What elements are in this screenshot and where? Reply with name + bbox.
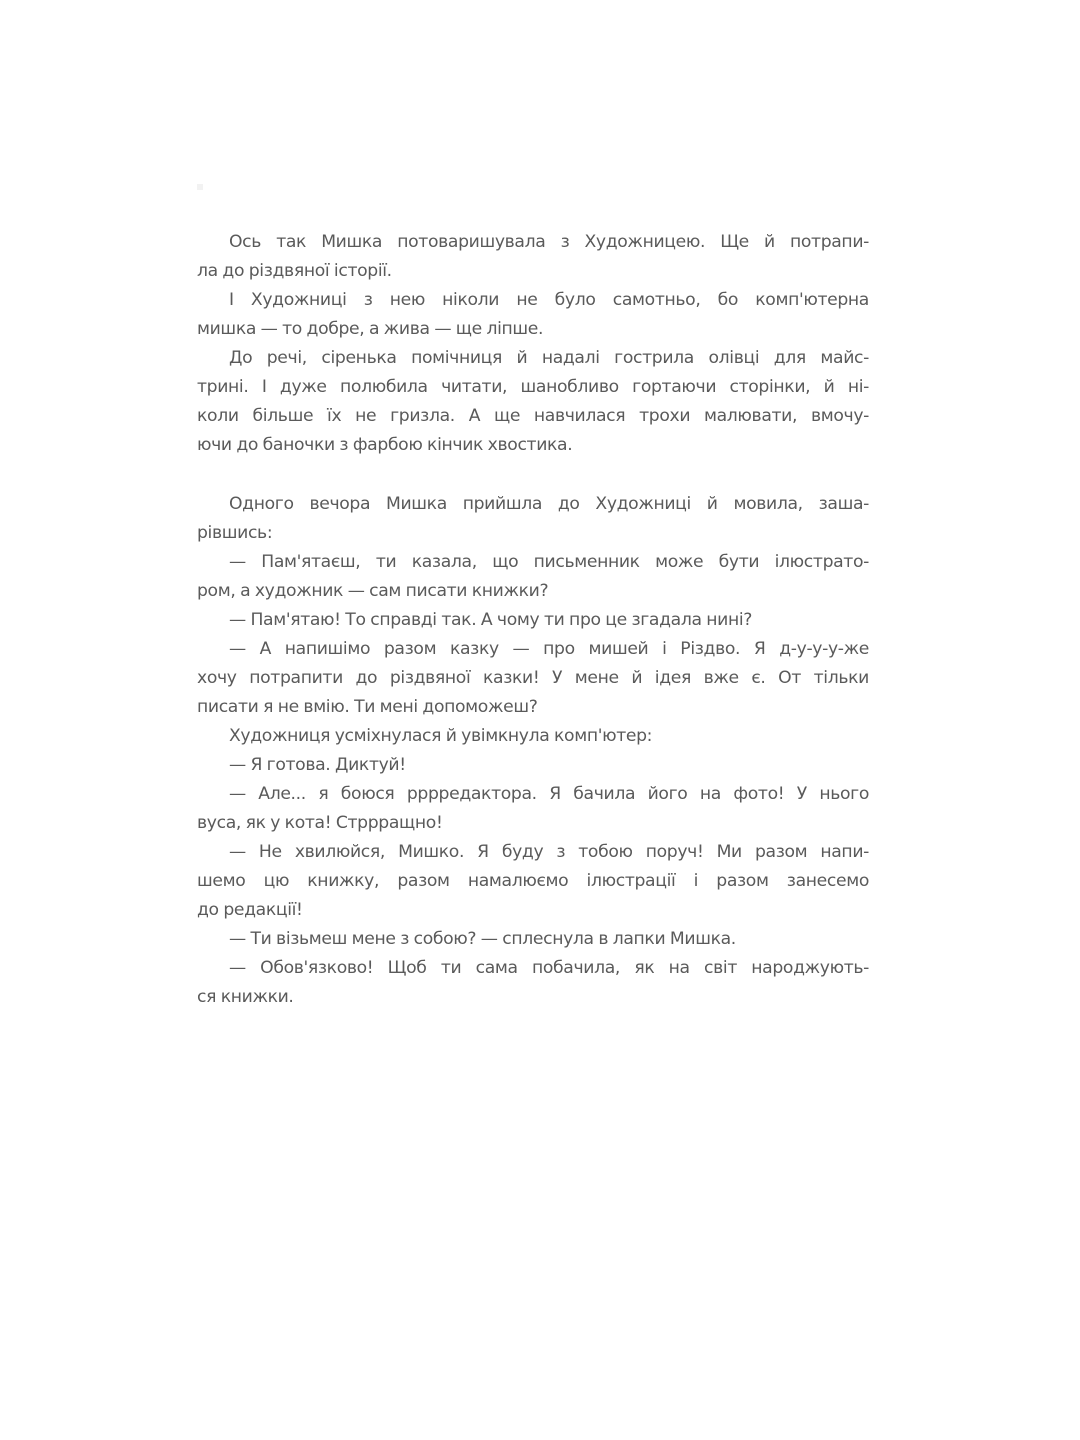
text-line: ла до різдвяної історії. — [197, 261, 392, 281]
text-line: трині. І дуже полюбила читати, шанобливо гортаючи сторінки, й ні- — [197, 377, 869, 397]
page-mark — [197, 184, 203, 190]
text-line: — Обов'язково! Щоб ти сама побачила, як на світ народжують- — [229, 958, 869, 978]
text-line: шемо цю книжку, разом намалюємо ілюстрації і разом занесемо — [197, 871, 869, 891]
text-line: до редакції! — [197, 900, 303, 920]
paragraph-gap — [197, 460, 869, 490]
text-line: мишка — то добре, а жива — ще ліпше. — [197, 319, 544, 339]
text-line: ся книжки. — [197, 987, 294, 1007]
text-line: — Пам'ятаю! То справді так. А чому ти про це згадала нині? — [229, 610, 753, 630]
text-line: Одного вечора Мишка прийшла до Художниці й мовила, зашa- — [229, 494, 869, 514]
text-line: Ось так Мишка потоваришувала з Художницею. Ще й потрапи- — [229, 232, 869, 252]
text-line: коли більше їх не гризла. А ще навчилася трохи малювати, вмочу- — [197, 406, 869, 426]
text-line: — Не хвилюйся, Мишко. Я буду з тобою поруч! Ми разом напи- — [229, 842, 869, 862]
text-line: ючи до баночки з фарбою кінчик хвостика. — [197, 435, 573, 455]
text-line: — Пам'ятаєш, ти казала, що письменник може бути ілюстрато- — [229, 552, 869, 572]
text-line: — Але... я боюся рррредактора. Я бачила його на фото! У нього — [229, 784, 869, 804]
text-line: рівшись: — [197, 523, 273, 543]
text-line: ром, а художник — сам писати книжки? — [197, 581, 549, 601]
text-line: — Я готова. Диктуй! — [229, 755, 406, 775]
text-line: Художниця усміхнулася й увімкнула комп'ютер: — [229, 726, 653, 746]
text-line: До речі, сіренька помічниця й надалі гострила олівці для майс- — [229, 348, 869, 368]
text-line: І Художниці з нею ніколи не було самотньо, бо комп'ютерна — [229, 290, 869, 310]
text-line: вуса, як у кота! Стррращно! — [197, 813, 443, 833]
text-line: — Ти візьмеш мене з собою? — сплеснула в лапки Мишка. — [229, 929, 736, 949]
story-text — [197, 228, 869, 1012]
text-line: хочу потрапити до різдвяної казки! У мене й ідея вже є. От тільки — [197, 668, 869, 688]
text-line: писати я не вмію. Ти мені допоможеш? — [197, 697, 538, 717]
text-line: — А напишімо разом казку — про мишей і Різдво. Я д-у-у-у-же — [229, 639, 869, 659]
